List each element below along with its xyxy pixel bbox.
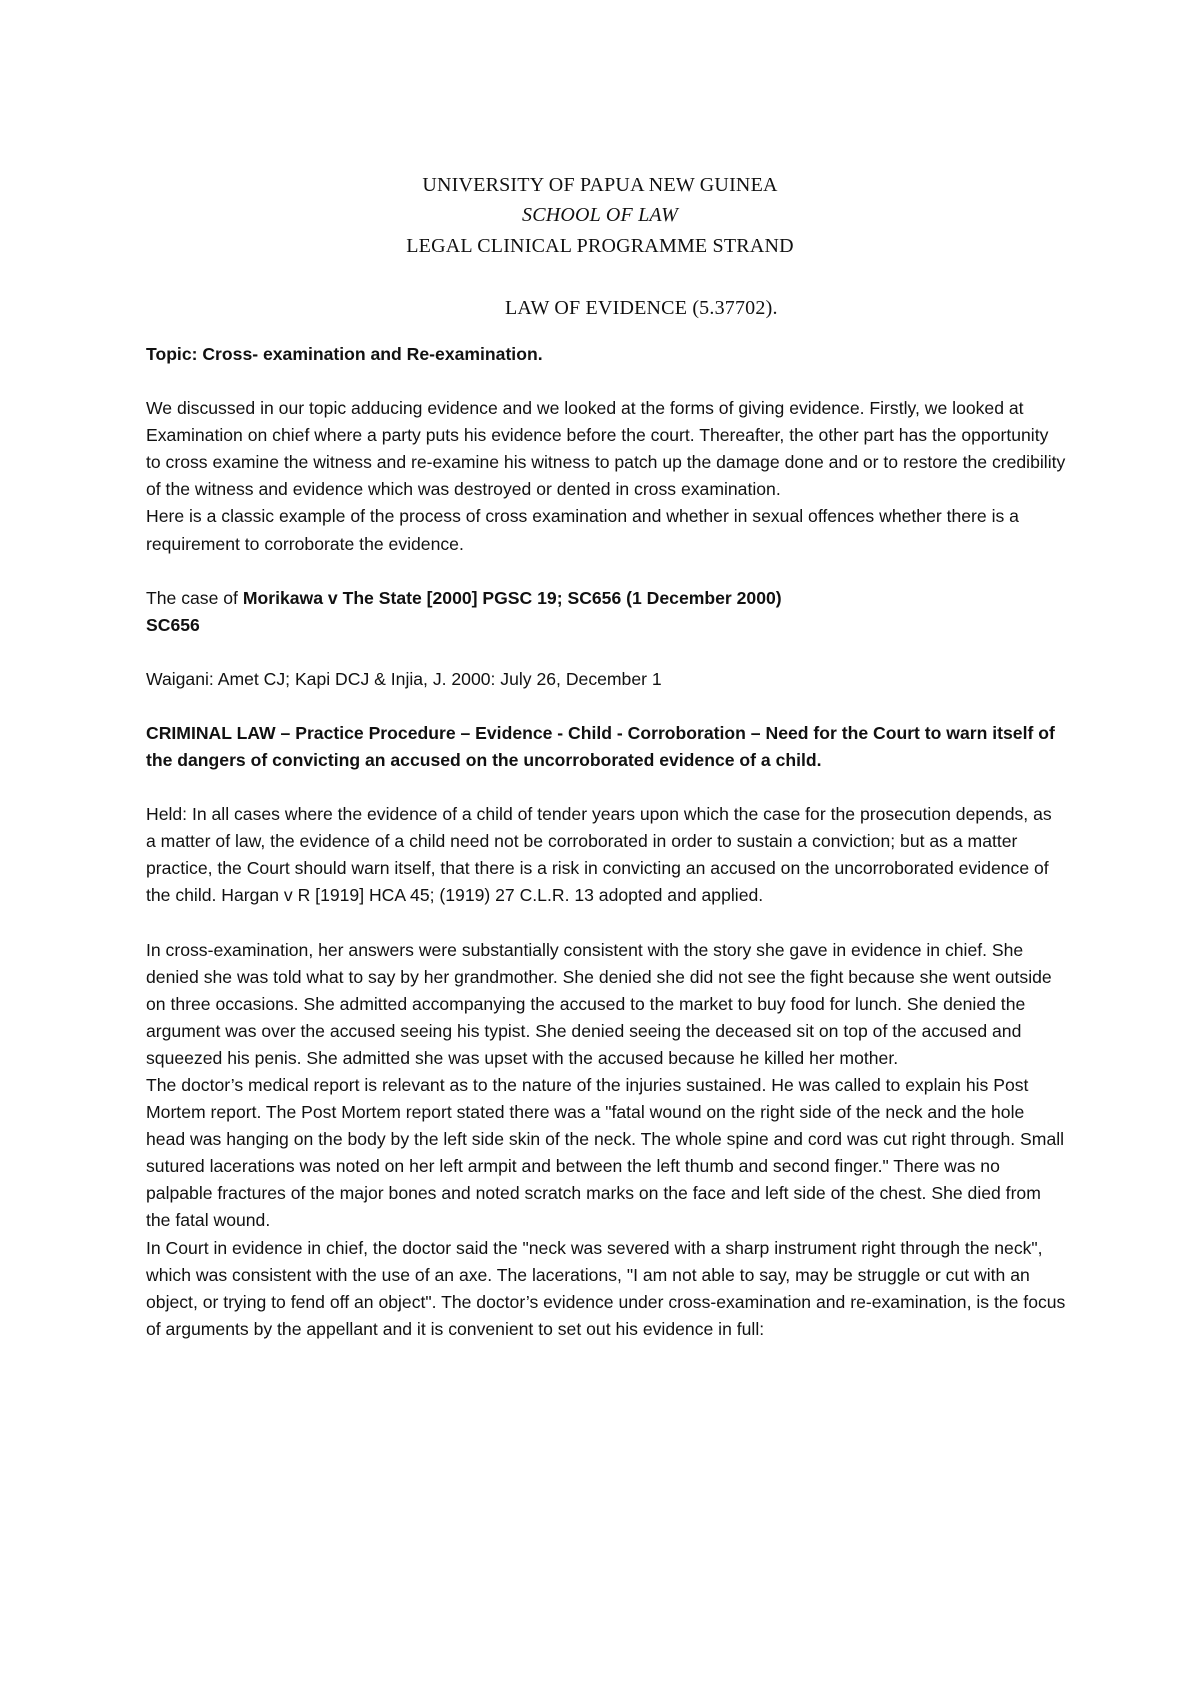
document-body	[146, 341, 1066, 1343]
topic-line: Topic: Cross- examination and Re-examination.	[146, 344, 543, 364]
intro-paragraph: We discussed in our topic adducing evidence and we looked at the forms of giving evidence. Firstly, we looked at Examination on chief where a party puts his evidence before the court. Thereafter, the other part has the opportunity to cross examine the witness and re-examine his witness to patch up the damage done and or to restore the credibility of the witness and evidence which was destroyed or dented in cross examination.	[146, 398, 1066, 500]
held-paragraph: Held: In all cases where the evidence of a child of tender years upon which the case for the prosecution depends, as a matter of law, the evidence of a child need not be corroborated in order to sustain a conviction; but as a matter practice, the Court should warn itself, that there is a risk in convicting an accused on the uncorroborated evidence of the child. Hargan v R [1919] HCA 45; (1919) 27 C.L.R. 13 adopted and applied.	[146, 804, 1052, 906]
course-heading: LAW OF EVIDENCE (5.37702).	[505, 297, 778, 319]
cross-examination-paragraph: In cross-examination, her answers were substantially consistent with the story she gave in evidence in chief. She denied she was told what to say by her grandmother. She denied she did not see the fight because she went outside on three occasions. She admitted accompanying the accused to the market to buy food for lunch. She denied the argument was over the accused seeing his typist. She denied seeing the deceased sit on top of the accused and squeezed his penis. She admitted she was upset with the accused because he killed her mother.	[146, 939, 1052, 1068]
intro-paragraph-2: Here is a classic example of the process of cross examination and whether in sexual offences whether there is a requirement to corroborate the evidence.	[146, 506, 1019, 554]
medical-report-paragraph: The doctor’s medical report is relevant as to the nature of the injuries sustained. He was called to explain his Post Mortem report. The Post Mortem report stated there was a "fatal wound on the right side of the neck and the hole head was hanging on the body by the left side skin of the neck. The whole spine and cord was cut right through. Small sutured lacerations was noted on her left armpit and between the left thumb and second finger." There was no palpable fractures of the major bones and noted scratch marks on the face and left side of the chest. She died from the fatal wound.	[146, 1074, 1065, 1231]
school-heading: SCHOOL OF LAW	[522, 204, 678, 226]
case-prefix: The case of	[146, 587, 243, 608]
university-heading: UNIVERSITY OF PAPUA NEW GUINEA	[422, 174, 778, 196]
court-line: Waigani: Amet CJ; Kapi DCJ & Injia, J. 2000: July 26, December 1	[146, 668, 662, 689]
headnote: CRIMINAL LAW – Practice Procedure – Evidence - Child - Corroboration – Need for the Court to warn itself of the dangers of convicting an accused on the uncorroborated evidence of a child.	[146, 722, 1055, 771]
programme-heading: LEGAL CLINICAL PROGRAMME STRAND	[406, 235, 794, 257]
case-name: Morikawa v The State [2000] PGSC 19; SC656 (1 December 2000)	[242, 587, 782, 608]
case-number: SC656	[146, 614, 200, 635]
doctor-evidence-paragraph: In Court in evidence in chief, the doctor said the "neck was severed with a sharp instrument right through the neck", which was consistent with the use of an axe. The lacerations, "I am not able to say, may be struggle or cut with an object, or trying to fend off an object". The doctor’s evidence under cross-examination and re-examination, is the focus of arguments by the appellant and it is convenient to set out his evidence in full:	[146, 1237, 1066, 1339]
case-citation	[146, 585, 1066, 612]
